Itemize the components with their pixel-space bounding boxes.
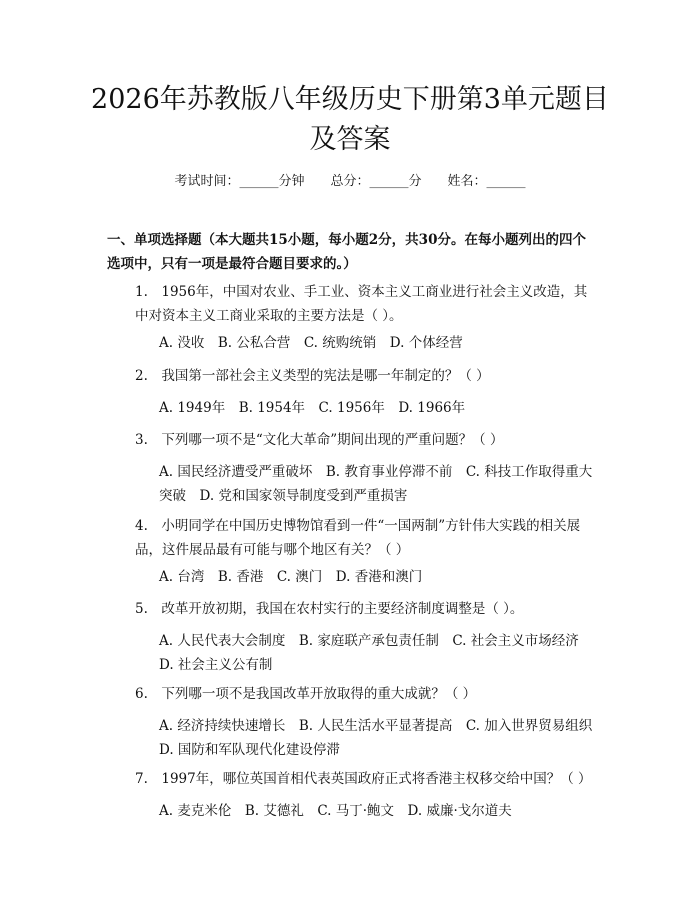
question-options: A. 国民经济遭受严重破坏 B. 教育事业停滞不前 C. 科技工作取得重大突破 D. 党和国家领导制度受到严重损害 <box>159 464 593 504</box>
question-stem: 7. 1997年，哪位英国首相代表英国政府正式将香港主权移交给中国？（ ） <box>135 771 592 787</box>
question-options: A. 没收 B. 公私合营 C. 统购统销 D. 个体经营 <box>159 335 463 351</box>
question-options: A. 经济持续快速增长 B. 人民生活水平显著提高 C. 加入世界贸易组织 D. 国防和军队现代化建设停滞 <box>159 718 606 758</box>
title-line-2: 及答案 <box>309 124 391 155</box>
question-options: A. 人民代表大会制度 B. 家庭联产承包责任制 C. 社会主义市场经济 D. 社会主义公有制 <box>159 633 593 673</box>
question-stem: 2. 我国第一部社会主义类型的宪法是哪一年制定的？（ ） <box>135 368 490 384</box>
title-line-1: 2026年苏教版八年级历史下册第3单元题目 <box>91 84 609 115</box>
student-name: 姓名：______ <box>447 174 526 189</box>
question-stem: 1. 1956年，中国对农业、手工业、资本主义工商业进行社会主义改造，其中对资本主义工商业采取的主要方法是（ ）。 <box>135 284 588 324</box>
question-stem: 4. 小明同学在中国历史博物馆看到一件“一国两制”方针伟大实践的相关展品，这件展品最有可能与哪个地区有关？（ ） <box>135 518 581 558</box>
total-score: 总分：______分 <box>330 174 422 189</box>
document-title <box>90 80 610 160</box>
question-options: A. 1949年 B. 1954年 C. 1956年 D. 1966年 <box>159 400 466 416</box>
question-options: A. 麦克米伦 B. 艾德礼 C. 马丁·鲍文 D. 威廉·戈尔道夫 <box>159 803 512 819</box>
question-stem: 3. 下列哪一项不是“文化大革命”期间出现的严重问题？（ ） <box>135 432 504 448</box>
exam-time: 考试时间：______分钟 <box>174 174 305 189</box>
question-stem: 5. 改革开放初期，我国在农村实行的主要经济制度调整是（ ）。 <box>135 601 524 617</box>
section-heading: 一、单项选择题（本大题共15小题，每小题2分，共30分。在每小题列出的四个选项中，只有一项是最符合题目要求的。） <box>107 232 586 272</box>
question-stem: 6. 下列哪一项不是我国改革开放取得的重大成就？（ ） <box>135 686 477 702</box>
exam-meta <box>0 170 700 189</box>
question-options: A. 台湾 B. 香港 C. 澳门 D. 香港和澳门 <box>159 569 423 585</box>
